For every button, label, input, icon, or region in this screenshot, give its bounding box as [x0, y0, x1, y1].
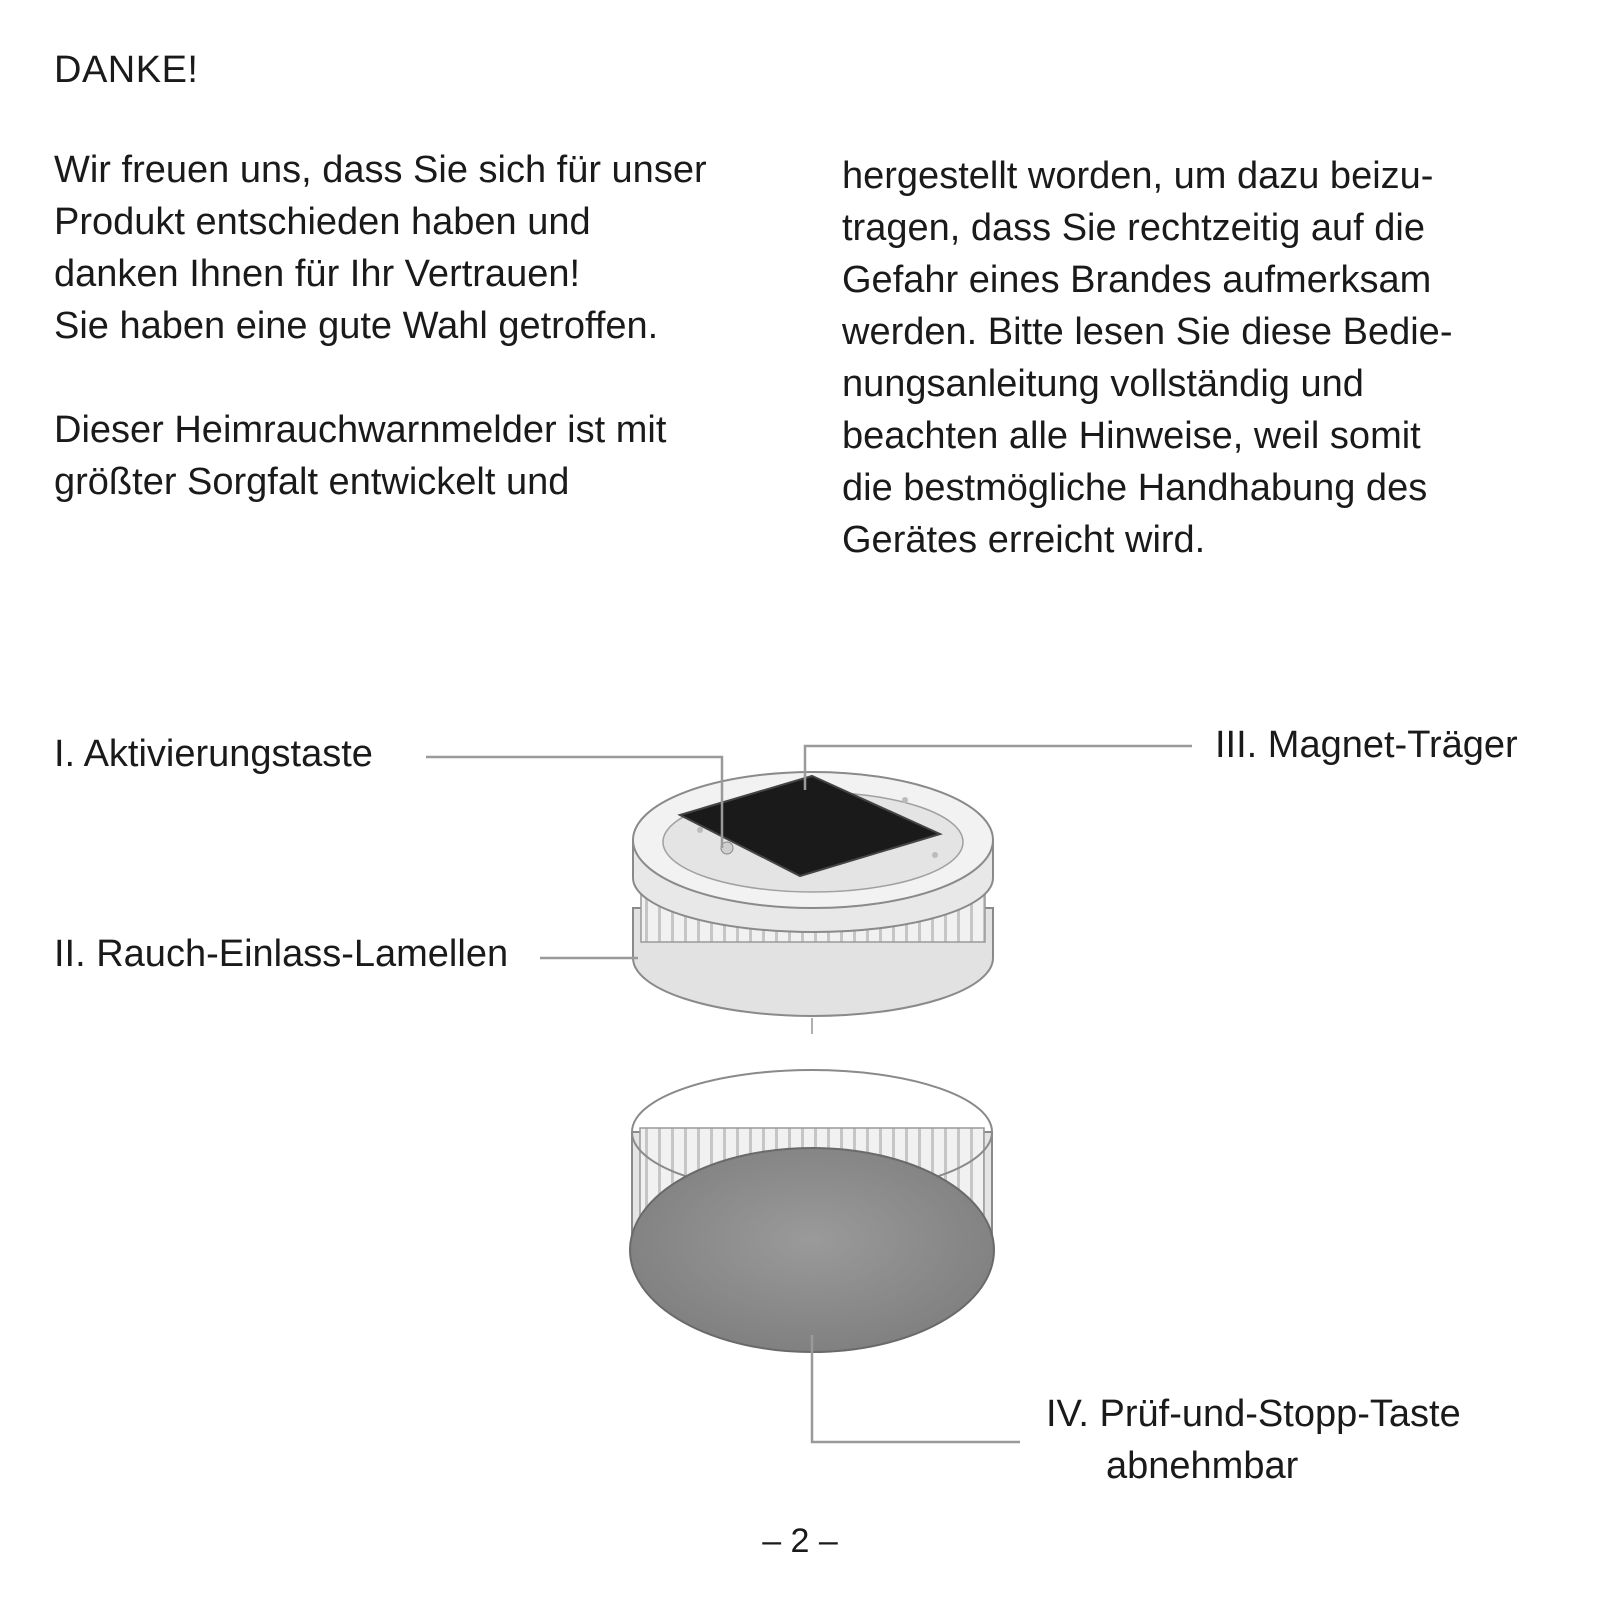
text-line: nungsanleitung vollständig und: [842, 363, 1364, 405]
text-line: hergestellt worden, um dazu beizu-: [842, 155, 1434, 197]
test-stop-button: [630, 1148, 994, 1352]
text-line: werden. Bitte lesen Sie diese Bedie-: [842, 311, 1453, 353]
text-line: Produkt entschieden haben und: [54, 201, 591, 243]
label-activation-button: I. Aktivierungstaste: [54, 733, 373, 775]
text-line: beachten alle Hinweise, weil somit: [842, 415, 1421, 457]
text-line: danken Ihnen für Ihr Vertrauen!: [54, 253, 581, 295]
text-line: größter Sorgfalt entwickelt und: [54, 461, 570, 503]
text-line: Gefahr eines Brandes aufmerksam: [842, 259, 1432, 301]
text-line: die bestmögliche Handhabung des: [842, 467, 1428, 509]
detector-lower-part: [630, 1070, 994, 1352]
heading: DANKE!: [54, 49, 199, 91]
label-smoke-inlet: II. Rauch-Einlass-Lamellen: [54, 933, 509, 975]
text-line: Wir freuen uns, dass Sie sich für unser: [54, 149, 707, 191]
label-test-stop-note: abnehmbar: [1106, 1445, 1299, 1487]
page-number: – 2 –: [762, 1522, 838, 1560]
text-line: Dieser Heimrauchwarnmelder ist mit: [54, 409, 667, 451]
detector-upper-part: [633, 772, 993, 1016]
text-line: tragen, dass Sie rechtzeitig auf die: [842, 207, 1426, 249]
label-magnet-carrier: III. Magnet-Träger: [1215, 724, 1518, 766]
text-line: Sie haben eine gute Wahl getroffen.: [54, 305, 659, 347]
text-line: Gerätes erreicht wird.: [842, 519, 1206, 561]
label-test-stop-button: IV. Prüf-und-Stopp-Taste: [1046, 1393, 1461, 1435]
